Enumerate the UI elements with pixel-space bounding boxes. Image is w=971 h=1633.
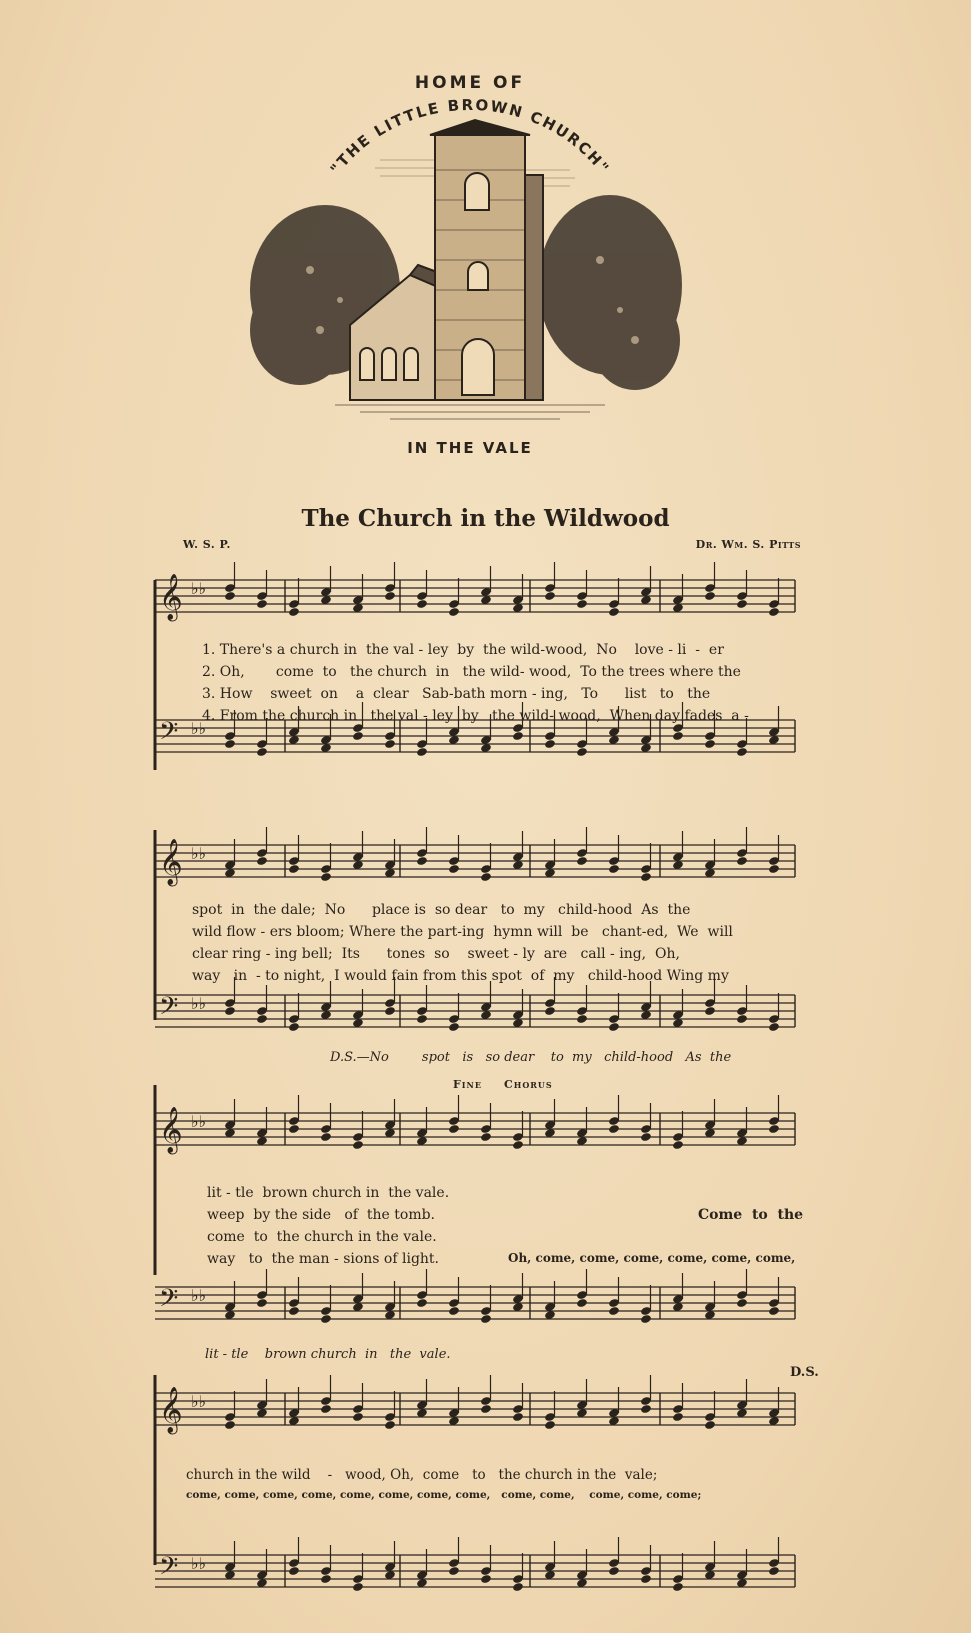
music-system-2 xyxy=(150,820,830,1070)
note-head xyxy=(704,739,716,749)
note-head xyxy=(576,599,588,609)
note-head xyxy=(448,1566,460,1576)
note-head xyxy=(704,1420,716,1430)
note-head xyxy=(672,1412,684,1422)
note-head xyxy=(320,1132,332,1142)
note-head xyxy=(448,1306,460,1316)
note-head xyxy=(352,1140,364,1150)
verse-2-line: weep by the side of the tomb. xyxy=(207,1207,436,1223)
note-head xyxy=(608,1566,620,1576)
treble-staff xyxy=(155,580,795,612)
note-head xyxy=(512,731,524,741)
treble-staff xyxy=(155,845,795,877)
bass-clef-icon: 𝄢 xyxy=(159,1284,179,1319)
note-head xyxy=(224,1420,236,1430)
note-head xyxy=(416,599,428,609)
composer-credit: Dr. Wm. S. Pitts xyxy=(695,538,801,551)
note-head xyxy=(480,1314,492,1324)
note-head xyxy=(384,1006,396,1016)
ds-lyric-line: D.S.—No spot is so dear to my child-hood As the xyxy=(330,1050,732,1065)
bass-clef-icon: 𝄢 xyxy=(159,717,179,752)
note-head xyxy=(768,864,780,874)
song-title: The Church in the Wildwood xyxy=(301,505,670,532)
note-head xyxy=(480,1404,492,1414)
note-head xyxy=(256,1014,268,1024)
note-head xyxy=(288,607,300,617)
verse-1-line: spot in the dale; No place is so dear to my child-hood As the xyxy=(192,902,691,918)
note-head xyxy=(704,1006,716,1016)
note-head xyxy=(608,1306,620,1316)
tree-right-icon xyxy=(538,195,682,390)
note-head xyxy=(704,591,716,601)
verse-1-line: lit - tle brown church in the vale. xyxy=(207,1185,450,1201)
bass-clef-icon: 𝄢 xyxy=(159,1552,179,1587)
chorus-line-1: Come to the xyxy=(698,1207,804,1223)
note-head xyxy=(768,1306,780,1316)
key-signature-icon: ♭♭ xyxy=(191,719,207,738)
note-head xyxy=(448,607,460,617)
key-signature-icon: ♭♭ xyxy=(191,994,207,1013)
note-head xyxy=(320,872,332,882)
note-head xyxy=(768,1124,780,1134)
note-head xyxy=(640,872,652,882)
note-head xyxy=(736,599,748,609)
note-head xyxy=(576,856,588,866)
music-system-1 xyxy=(150,570,830,790)
chorus-line-1: church in the wild - wood, Oh, come to the church in the vale; xyxy=(186,1467,658,1483)
note-head xyxy=(256,747,268,757)
note-head xyxy=(288,1022,300,1032)
note-head xyxy=(544,1420,556,1430)
arc-title-text: "THE LITTLE BROWN CHURCH" xyxy=(326,95,614,178)
note-head xyxy=(768,1022,780,1032)
note-head xyxy=(640,1574,652,1584)
note-head xyxy=(384,739,396,749)
note-head xyxy=(544,739,556,749)
verse-2-line: 2. Oh, come to the church in the wild- wood, To the trees where the xyxy=(202,664,741,680)
note-head xyxy=(480,1574,492,1584)
key-signature-icon: ♭♭ xyxy=(191,1286,207,1305)
bass-staff xyxy=(155,995,795,1027)
note-head xyxy=(288,864,300,874)
note-head xyxy=(352,1412,364,1422)
note-head xyxy=(480,872,492,882)
note-head xyxy=(384,591,396,601)
note-head xyxy=(480,1132,492,1142)
treble-clef-icon: 𝄞 xyxy=(159,1107,183,1153)
verse-1-line: 1. There's a church in the val - ley by the wild-wood, No love - li - er xyxy=(202,642,724,658)
note-head xyxy=(576,747,588,757)
key-signature-icon: ♭♭ xyxy=(191,1392,207,1411)
note-head xyxy=(224,1006,236,1016)
key-signature-icon: ♭♭ xyxy=(191,844,207,863)
note-head xyxy=(416,856,428,866)
note-head xyxy=(768,1566,780,1576)
note-head xyxy=(288,1124,300,1134)
note-head xyxy=(416,1014,428,1024)
note-head xyxy=(384,1420,396,1430)
key-signature-icon: ♭♭ xyxy=(191,1112,207,1131)
bass-staff xyxy=(155,1555,795,1587)
note-head xyxy=(352,1582,364,1592)
staff-group-1 xyxy=(150,570,830,790)
key-signature-icon: ♭♭ xyxy=(191,1554,207,1573)
bass-clef-icon: 𝄢 xyxy=(159,992,179,1027)
staff-group-2 xyxy=(150,820,830,1070)
chorus-marker: Chorus xyxy=(504,1078,553,1091)
note-head xyxy=(736,747,748,757)
treble-staff xyxy=(155,1113,795,1145)
bass-lyric-line: lit - tle brown church in the vale. xyxy=(205,1347,451,1362)
note-head xyxy=(416,747,428,757)
note-head xyxy=(608,1124,620,1134)
verse-2-line: wild flow - ers bloom; Where the part-ing hymn will be chant-ed, We will xyxy=(192,924,733,940)
lyricist-credit: W. S. P. xyxy=(183,538,231,551)
verse-4-line: way to the man - sions of light. xyxy=(207,1251,440,1267)
note-head xyxy=(640,1404,652,1414)
verse-4-line: 4. From the church in the val - ley by the wild- wood, When day fades a - xyxy=(202,708,749,724)
bass-staff xyxy=(155,1287,795,1319)
note-head xyxy=(512,1582,524,1592)
bass-staff xyxy=(155,720,795,752)
note-head xyxy=(608,607,620,617)
note-head xyxy=(288,1306,300,1316)
note-head xyxy=(768,607,780,617)
ds-marker: D.S. xyxy=(790,1365,819,1380)
note-head xyxy=(544,1006,556,1016)
in-the-vale-text: IN THE VALE xyxy=(407,439,533,457)
verse-3-line: 3. How sweet on a clear Sab-bath morn - ing, To list to the xyxy=(202,686,711,702)
note-head xyxy=(224,591,236,601)
note-head xyxy=(640,1132,652,1142)
music-system-4 xyxy=(150,1365,830,1620)
note-head xyxy=(448,864,460,874)
note-head xyxy=(608,864,620,874)
note-head xyxy=(320,1404,332,1414)
note-head xyxy=(672,731,684,741)
note-head xyxy=(576,1298,588,1308)
treble-clef-icon: 𝄞 xyxy=(159,1387,183,1433)
note-head xyxy=(224,739,236,749)
home-of-text: HOME OF xyxy=(414,73,526,93)
note-head xyxy=(512,1412,524,1422)
note-head xyxy=(256,1298,268,1308)
chorus-line-2: Oh, come, come, come, come, come, come, xyxy=(508,1251,796,1265)
note-head xyxy=(736,1014,748,1024)
verse-3-line: clear ring - ing bell; Its tones so sweet - ly are call - ing, Oh, xyxy=(192,946,680,962)
treble-clef-icon: 𝄞 xyxy=(159,574,183,620)
chorus-line-2: come, come, come, come, come, come, come, come, come, come, come, come, come; xyxy=(186,1489,702,1501)
verse-4-line: way in - to night, I would fain from this spot of my child-hood Wing my xyxy=(192,968,729,984)
note-head xyxy=(320,1314,332,1324)
note-head xyxy=(512,1140,524,1150)
note-head xyxy=(416,1298,428,1308)
fine-marker: Fine xyxy=(453,1078,482,1091)
note-head xyxy=(736,856,748,866)
note-head xyxy=(256,599,268,609)
note-head xyxy=(672,1140,684,1150)
note-head xyxy=(672,1582,684,1592)
treble-staff xyxy=(155,1393,795,1425)
note-head xyxy=(576,1014,588,1024)
note-head xyxy=(544,591,556,601)
note-head xyxy=(448,1022,460,1032)
verse-3-line: come to the church in the vale. xyxy=(207,1229,437,1245)
music-system-3 xyxy=(150,1075,830,1362)
note-head xyxy=(288,1566,300,1576)
note-head xyxy=(320,1574,332,1584)
note-head xyxy=(736,1298,748,1308)
note-head xyxy=(448,1124,460,1134)
key-signature-icon: ♭♭ xyxy=(191,579,207,598)
treble-clef-icon: 𝄞 xyxy=(159,839,183,885)
church-engraving xyxy=(240,60,700,480)
note-head xyxy=(640,1314,652,1324)
note-head xyxy=(256,856,268,866)
note-head xyxy=(352,731,364,741)
note-head xyxy=(608,1022,620,1032)
